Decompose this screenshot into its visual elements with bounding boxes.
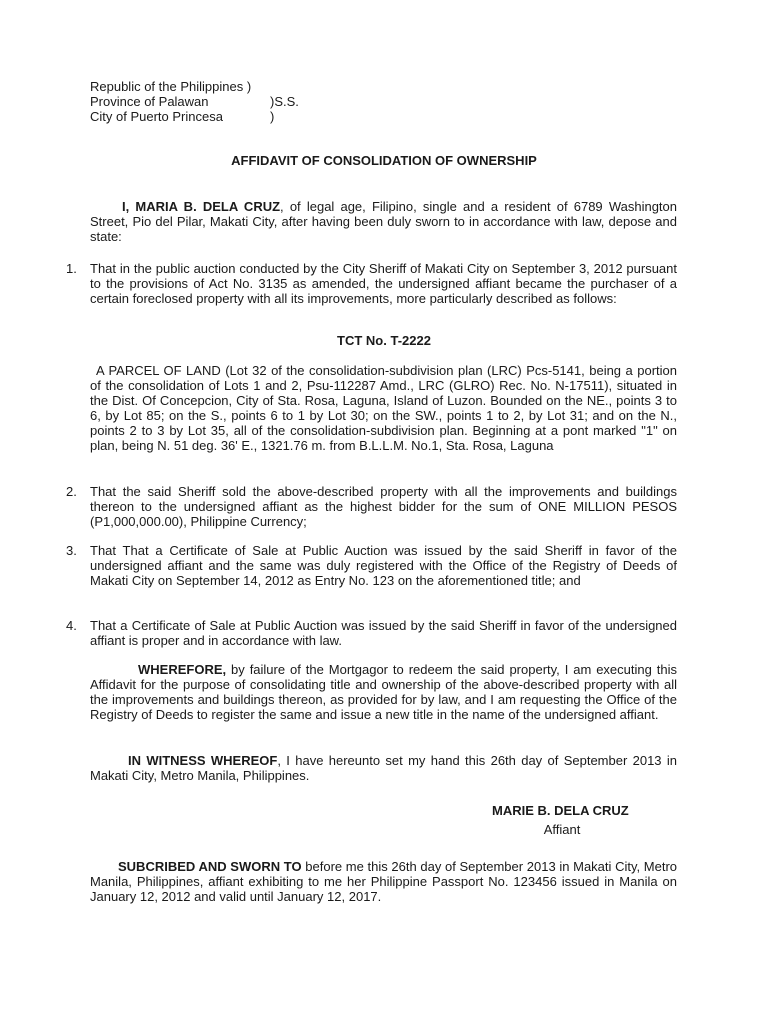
item-number: 1. <box>66 261 77 276</box>
item-number: 3. <box>66 543 77 558</box>
venue-block <box>90 79 299 124</box>
intro-paragraph <box>90 199 677 244</box>
jurat-text: before me this 26th day of September 2013 in Makati City, Metro Manila, Philippines, affiant exhibiting to me her Philippine Passport No. 123456 issued in Manila on January 12, 2012 and valid until January 12, 2017. <box>90 859 678 904</box>
signatory-role: Affiant <box>543 822 581 837</box>
item-text: That a Certificate of Sale at Public Auction was issued by the said Sheriff in favor of the undersigned affiant is proper and in accordance with law. <box>90 618 677 648</box>
witness-paragraph <box>90 753 677 783</box>
venue-line-republic: Republic of the Philippines ) <box>90 79 252 94</box>
numbered-item-4 <box>66 618 677 648</box>
venue-province-label: Province of Palawan <box>90 94 209 109</box>
item-number: 4. <box>66 618 77 633</box>
item-number: 2. <box>66 484 77 499</box>
numbered-item-3 <box>66 543 677 588</box>
jurat-lead: SUBCRIBED AND SWORN TO <box>118 859 302 874</box>
intro-text: , of legal age, Filipino, single and a resident of 6789 Washington Street, Pio del Pilar, Makati City, after having been duly sworn to in accordance with law, depose and state: <box>90 199 678 244</box>
document-title: AFFIDAVIT OF CONSOLIDATION OF OWNERSHIP <box>231 153 537 168</box>
venue-city-label: City of Puerto Princesa <box>90 109 223 124</box>
wherefore-text: by failure of the Mortgagor to redeem the said property, I am executing this Affidavit for the purpose of consolidating title and ownership of the above-described property with all the improvements and buildings thereon, as provided for by law, and I am requesting the Office of the Registry of Deeds to register the same and issue a new title in the name of the undersigned affiant. <box>90 662 677 722</box>
wherefore-lead: WHEREFORE, <box>138 662 227 677</box>
item-text: That That a Certificate of Sale at Public Auction was issued by the said Sheriff in favor of the undersigned affiant and the same was duly registered with the Office of the Registry of Deeds of Makati City on September 14, 2012 as Entry No. 123 on the aforementioned title; and <box>90 543 677 588</box>
signatory-name: MARIE B. DELA CRUZ <box>492 803 629 818</box>
numbered-item-1 <box>66 261 677 306</box>
affiant-name: I, MARIA B. DELA CRUZ <box>122 199 281 214</box>
land-description: A PARCEL OF LAND (Lot 32 of the consolidation-subdivision plan (LRC) Pcs-5141, being a portion of the consolidation of Lots 1 and 2, Psu-112287 Amd., LRC (GLRO) Rec. No. N-17511), situated in the Dist. Of Concepcion, City of Sta. Rosa, Laguna, Island of Luzon. Bounded on the NE., points 3 to 6, by Lot 85; on the S., points 6 to 1 by Lot 30; on the SW., points 1 to 2, by Lot 31; and on the N., points 2 to 3 by Lot 35, all of the consolidation-subdivision plan. Beginning at a pont marked "1" on plan, being N. 51 deg. 36' E., 1321.76 m. from B.L.L.M. No.1, Sta. Rosa, Laguna <box>90 363 677 453</box>
venue-line-city <box>90 109 299 124</box>
item-text: That the said Sheriff sold the above-described property with all the improvements and buildings thereon to the undersigned affiant as the highest bidder for the sum of ONE MILLION PESOS (P1,000,000.00), Philippine Currency; <box>90 484 677 529</box>
venue-line-province <box>90 94 299 109</box>
witness-lead: IN WITNESS WHEREOF <box>128 753 278 768</box>
jurat-paragraph <box>90 859 677 904</box>
numbered-item-2 <box>66 484 677 529</box>
wherefore-paragraph <box>90 662 677 722</box>
witness-text: , I have hereunto set my hand this 26th day of September 2013 in Makati City, Metro Manila, Philippines. <box>90 753 677 783</box>
venue-city-paren: ) <box>270 109 275 124</box>
item-text: That in the public auction conducted by the City Sheriff of Makati City on September 3, 2012 pursuant to the provisions of Act No. 3135 as amended, the undersigned affiant became the purchaser of a certain foreclosed property with all its improvements, more particularly described as follows: <box>90 261 677 306</box>
venue-ss-mark: )S.S. <box>270 94 299 109</box>
tct-heading: TCT No. T-2222 <box>337 333 431 348</box>
